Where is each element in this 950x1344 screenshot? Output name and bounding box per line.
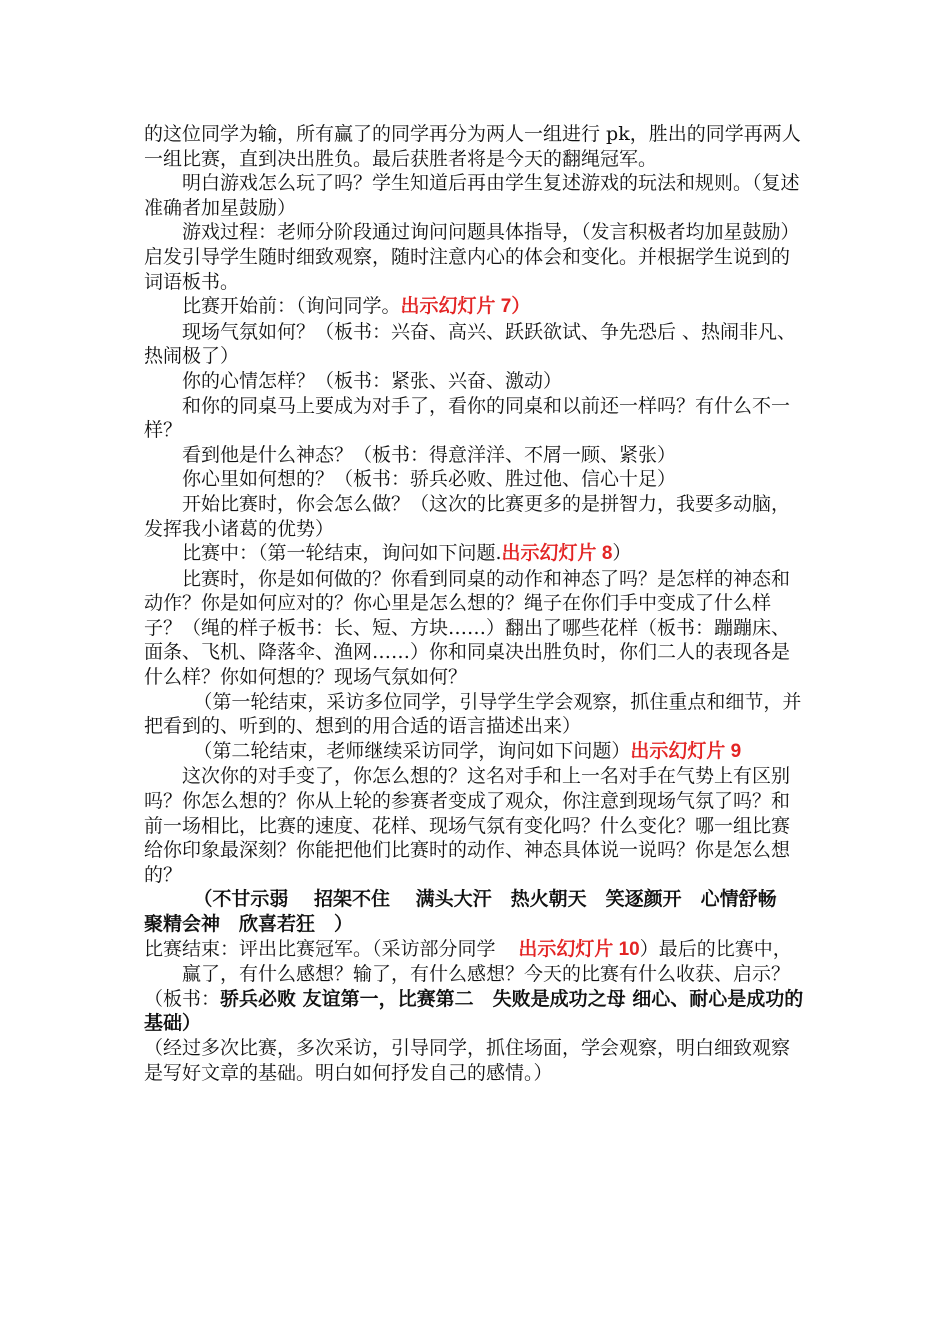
paragraph-start-match: 开始比赛时，你会怎么做？（这次的比赛更多的是拼智力，我要多动脑，发挥我小诸葛的优势） [144,492,791,540]
board-summary-lead: （板书： [144,987,221,1010]
slide-7-highlight: 出示幻灯片 7） [400,296,531,318]
slide-9-highlight: 出示幻灯片 9 [630,740,742,762]
match-end-tail: ）最后的比赛中， [639,937,792,960]
paragraph-thoughts: 你心里如何想的？（板书：骄兵必败、胜过他、信心十足） [182,468,677,491]
round-two-text: （第二轮结束，老师继续采访同学，询问如下问题） [193,739,631,762]
paragraph-match-end [144,937,808,963]
paragraph-deskmate: 和你的同桌马上要成为对手了，看你的同桌和以前还一样吗？有什么不一样？ [144,394,791,442]
match-end-text: 比赛结束：评出比赛冠军。（采访部分同学 [144,937,496,960]
paragraph-round-two [144,739,808,765]
paragraph-conclusion: （经过多次比赛，多次采访，引导同学，抓住场面，学会观察，明白细致观察是写好文章的基础。明白如何抒发自己的感情。） [144,1036,791,1084]
paragraph-mood: 你的心情怎样？（板书：紧张、兴奋、激动） [182,369,563,392]
paragraph-reflection: 赢了，有什么感想？输了，有什么感想？今天的比赛有什么收获、启示？ [182,963,791,986]
paragraph-new-opponent: 这次你的对手变了，你怎么想的？这名对手和上一名对手在气势上有区别吗？你怎么想的？你从上轮的参赛者变成了观众，你注意到现场气氛了吗？和前一场相比，比赛的速度、花样、现场气氛有变化吗？什么变化？哪一组比赛给你印象最深刻？你能把他们比赛时的动作、神态具体说一说吗？你是怎么想的？ [144,765,791,886]
board-summary-bold: 骄兵必败 友谊第一，比赛第二 失败是成功之母 细心、耐心是成功的基础） [144,987,804,1035]
paragraph-understand-game: 明白游戏怎么玩了吗？学生知道后再由学生复述游戏的玩法和规则。（复述准确者加星鼓励） [144,172,800,219]
slide-10-highlight: 出示幻灯片 10 [518,938,640,960]
during-match-text: 比赛中：（第一轮结束，询问如下问题. [182,542,502,565]
slide-8-highlight: 出示幻灯片 8 [501,543,613,565]
paragraph-round-one: （第一轮结束，采访多位同学，引导学生学会观察，抓住重点和细节，并把看到的、听到的、想到的用合适的语言描述出来） [144,690,802,738]
paragraph-expression: 看到他是什么神态？（板书：得意洋洋、不屑一顾、紧张） [182,443,677,466]
paragraph-game-process: 游戏过程：老师分阶段通过询问问题具体指导，（发言积极者均加星鼓励）启发引导学生随时细致观察，随时注意内心的体会和变化。并根据学生说到的词语板书。 [144,221,800,293]
paragraph-rules-end: 的这位同学为输，所有赢了的同学再分为两人一组进行 pk，胜出的同学再两人一组比赛，直到决出胜负。最后获胜者将是今天的翻绳冠军。 [144,123,801,170]
during-match-tail: ） [612,542,632,565]
paragraph-board-summary [144,987,808,1036]
document-body [144,122,808,1085]
paragraph-atmosphere: 现场气氛如何？（板书：兴奋、高兴、跃跃欲试、争先恐后 、热闹非凡、热闹极了） [144,320,797,368]
paragraph-idiom-list: （不甘示弱 招架不住 满头大汗 热火朝天 笑逐颜开 心情舒畅 聚精会神 欣喜若狂 ） [144,888,796,935]
paragraph-during-match [144,541,808,567]
before-match-text: 比赛开始前：（询问同学。 [182,295,401,318]
paragraph-before-match [144,294,808,320]
paragraph-match-questions: 比赛时，你是如何做的？你看到同桌的动作和神态了吗？是怎样的神态和动作？你是如何应对的？你心里是怎么想的？绳子在你们手中变成了什么样子？（绳的样子板书：长、短、方块……）翻出了哪些花样（板书：蹦蹦床、面条、飞机、降落伞、渔网……）你和同桌决出胜负时，你们二人的表现各是什么样？你如何想的？现场气氛如何？ [144,567,791,689]
